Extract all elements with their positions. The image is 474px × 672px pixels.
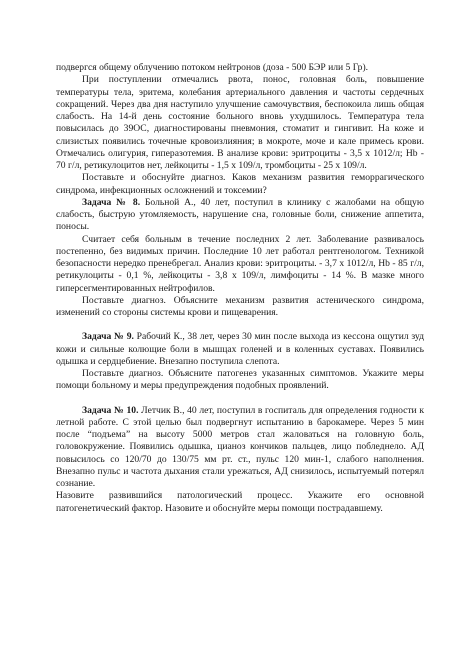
task-8-history: Считает себя больным в течение последних 2 лет. Заболевание развивалось постепенно, без видимых причин. Последние 10 лет работал рентгенологом. Техникой безопасности нередко пренебрегал. Анализ крови: эритроциты. - 3,7 х 1012/л, Hb - 85 г/л, ретикулоциты - 0,1 %, лейкоциты - 3,8 х 109/л, лимфоциты - 14 %. В мазке много гиперсегментированных нейтрофилов. <box>56 233 424 294</box>
task-9-question: Поставьте диагноз. Объясните патогенез указанных симптомов. Укажите меры помощи больному и меры предупреждения подобных проявлений. <box>56 368 424 392</box>
spacer <box>56 319 424 331</box>
spacer <box>56 393 424 405</box>
paragraph-admission: При поступлении отмечались рвота, понос, головная боль, повышение температуры тела, эритема, колебания артериального давления и частоты сердечных сокращений. Через два дня наступило улучшение самочувствия, беспокоила лишь общая слабость. На 14-й день состояние больного вновь ухудшилось. Температура тела повысилась до 39ОС, диагностированы пневмония, стоматит и гингивит. На коже и слизистых появились точечные кровоизлияния; в мокроте, моче и кале примесь крови. Отмечались олигурия, гиперазотемия. В анализе крови: эритроциты - 3,5 х 1012/л; Hb - 70 г/л, ретикулоцитов нет, лейкоциты - 1,5 х 109/л, тромбоциты - 25 х 109/л. <box>56 74 424 171</box>
task-8-intro <box>56 197 424 234</box>
task-10-title: Задача № 10. <box>82 404 139 416</box>
task-9-title: Задача № 9. <box>82 331 134 343</box>
task-8-title: Задача № 8. <box>82 196 141 208</box>
task-9-intro-text: Рабочий К., 38 лет, через 30 мин после выхода из кессона ощутил зуд кожи и сильные колющие боли в мышцах голеней и в коленных суставах. Появились одышка и сердцебиение. Внезапно поступила слепота. <box>56 331 425 367</box>
task-9-intro <box>56 331 424 368</box>
task-10-question: Назовите развившийся патологический процесс. Укажите его основной патогенетический фактор. Назовите и обоснуйте меры помощи пострадавшему. <box>56 490 424 514</box>
paragraph-dose: подвергся общему облучению потоком нейтронов (доза - 500 БЭР или 5 Гр). <box>56 62 369 73</box>
task-10-intro-text: Летчик В., 40 лет, поступил в госпиталь для определения годности к летной работе. С этой целью был подвергнут испытанию в барокамере. Через 5 мин после “подъема” на высоту 5000 метров стал жаловаться на головную боль, головокружение. Появились одышка, цианоз кончиков пальцев, лицо побледнело. АД повысилось со 120/70 до 130/75 мм рт. ст., пульс 120 мин-1, слабого наполнения. Внезапно пульс и частота дыхания стали урежаться, АД снизилось, испытуемый потерял сознание. <box>56 404 424 489</box>
task-8-question: Поставьте диагноз. Объясните механизм развития астенического синдрома, изменений со стороны системы крови и пищеварения. <box>56 294 424 318</box>
task-10-intro <box>56 405 424 491</box>
task-8-intro-text: Больной А., 40 лет, поступил в клинику с жалобами на общую слабость, быструю утомляемость, нарушение сна, головные боли, снижение аппетита, поносы. <box>56 196 425 233</box>
paragraph-question-7: Поставьте и обоснуйте диагноз. Каков механизм развития геморрагического синдрома, инфекционных осложнений и токсемии? <box>56 172 424 196</box>
